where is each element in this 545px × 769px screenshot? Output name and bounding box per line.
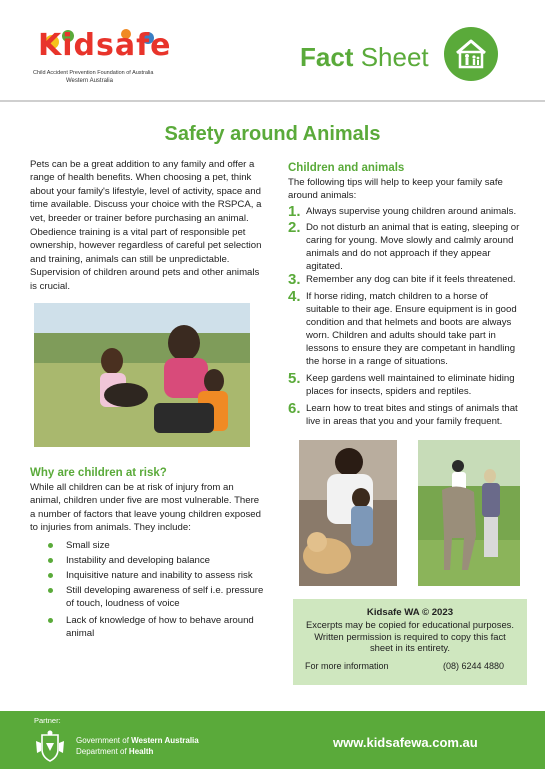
partner-label: Partner: <box>34 716 61 725</box>
footer-bar <box>0 711 545 769</box>
dept-text-bold: Health <box>128 747 154 756</box>
intro-paragraph-1: Pets can be a great addition to any family and offer a range of health benefits. When choosing a pet, think about your family's lifestyle, level of activity, space and time available. Discuss your choice with the RSPCA, a vet, breeder or trainer before purchasing an animal. <box>30 159 262 224</box>
tip-number: 3. <box>288 271 301 288</box>
tip-number: 1. <box>288 203 301 220</box>
bullet-icon <box>48 573 53 578</box>
risk-factor-list <box>48 539 268 644</box>
copyright-text <box>293 619 527 654</box>
gov-text: Government of <box>76 736 132 745</box>
bullet-icon <box>48 618 53 623</box>
intro-paragraph-2: Obedience training is a vital part of responsible pet ownership, however regardless of careful pet selection and training, animals can still be unpredictable. Supervision of children around pets and other animals is crucial. <box>30 227 262 292</box>
children-heading: Children and animals <box>288 162 405 174</box>
logo-tagline: Child Accident Prevention Foundation of Australia <box>33 70 154 76</box>
photo-mother-child-dog <box>299 440 397 586</box>
fact-word: Fact <box>300 42 354 72</box>
list-item-text: Instability and developing balance <box>66 555 211 566</box>
tip-text: Do not disturb an animal that is eating, sleeping or caring for young. Move slowly and calmly around animals and do not approach if they appear agitated. <box>306 222 520 272</box>
risk-paragraph: While all children can be at risk of injury from an animal, children under five are most vulnerable. There a number of factors that leave young children exposed to injuries from animals. They include: <box>30 482 261 534</box>
tip-text: Learn how to treat bites and stings of animals that live in areas that you and your family frequent. <box>306 403 518 427</box>
bullet-icon <box>48 558 53 563</box>
fact-sheet-title <box>300 42 429 73</box>
tip-text: Always supervise young children around animals. <box>306 206 517 217</box>
logo-wordmark: Kidsafe <box>38 28 172 63</box>
more-info-label: For more information <box>305 661 389 671</box>
website-link[interactable]: www.kidsafewa.com.au <box>333 735 478 750</box>
tip-number: 5. <box>288 370 301 387</box>
list-item <box>48 569 268 584</box>
dept-text: Department of <box>76 747 129 756</box>
copyright-line: Excerpts may be copied for educational purposes. <box>306 619 514 630</box>
list-item <box>48 539 268 554</box>
photo-horse-riding <box>418 440 520 586</box>
list-item-text: Inquisitive nature and inability to assess risk <box>66 570 253 581</box>
tip-text: If horse riding, match children to a horse of suitable to their age. Ensure equipment is in good condition and that helmets and boots are always worn. Children and adults should take part in lessons to ensure they are competant in handling the horse in a range of situations. <box>306 291 517 367</box>
photo-family-with-puppy <box>34 303 250 447</box>
list-item <box>48 554 268 569</box>
bullet-icon <box>48 588 53 593</box>
gov-text-bold: Western Australia <box>131 736 199 745</box>
copyright-line: Written permission is required to copy this fact <box>314 630 506 642</box>
copyright-line: sheet in its entirety. <box>369 642 451 653</box>
risk-heading: Why are children at risk? <box>30 467 167 479</box>
phone-number: (08) 6244 4880 <box>443 661 505 671</box>
department-line <box>76 747 153 756</box>
page-title: Safety around Animals <box>164 123 381 145</box>
tip-number: 6. <box>288 400 301 417</box>
wa-crest-icon <box>34 729 66 763</box>
logo-region: Western Australia <box>66 78 113 84</box>
list-item-text: Small size <box>66 540 110 551</box>
house-family-icon <box>444 27 498 81</box>
copyright-box <box>293 599 527 685</box>
copyright-title: Kidsafe WA © 2023 <box>366 607 454 618</box>
list-item-text: Lack of knowledge of how to behave around animal <box>66 615 254 640</box>
list-item-text: Still developing awareness of self i.e. pressure of touch, loudness of voice <box>66 585 264 610</box>
list-item <box>48 614 268 644</box>
tip-text: Remember any dog can bite if it feels threatened. <box>306 274 516 285</box>
tip-number: 2. <box>288 219 301 236</box>
tip-text: Keep gardens well maintained to eliminate hiding places for insects, spiders and reptiles. <box>306 373 515 397</box>
sheet-word: Sheet <box>353 42 429 72</box>
header-divider <box>0 100 545 102</box>
children-intro: The following tips will help to keep your family safe around animals: <box>288 177 503 202</box>
tip-number: 4. <box>288 288 301 305</box>
list-item <box>48 584 268 614</box>
government-line <box>76 736 199 745</box>
bullet-icon <box>48 543 53 548</box>
